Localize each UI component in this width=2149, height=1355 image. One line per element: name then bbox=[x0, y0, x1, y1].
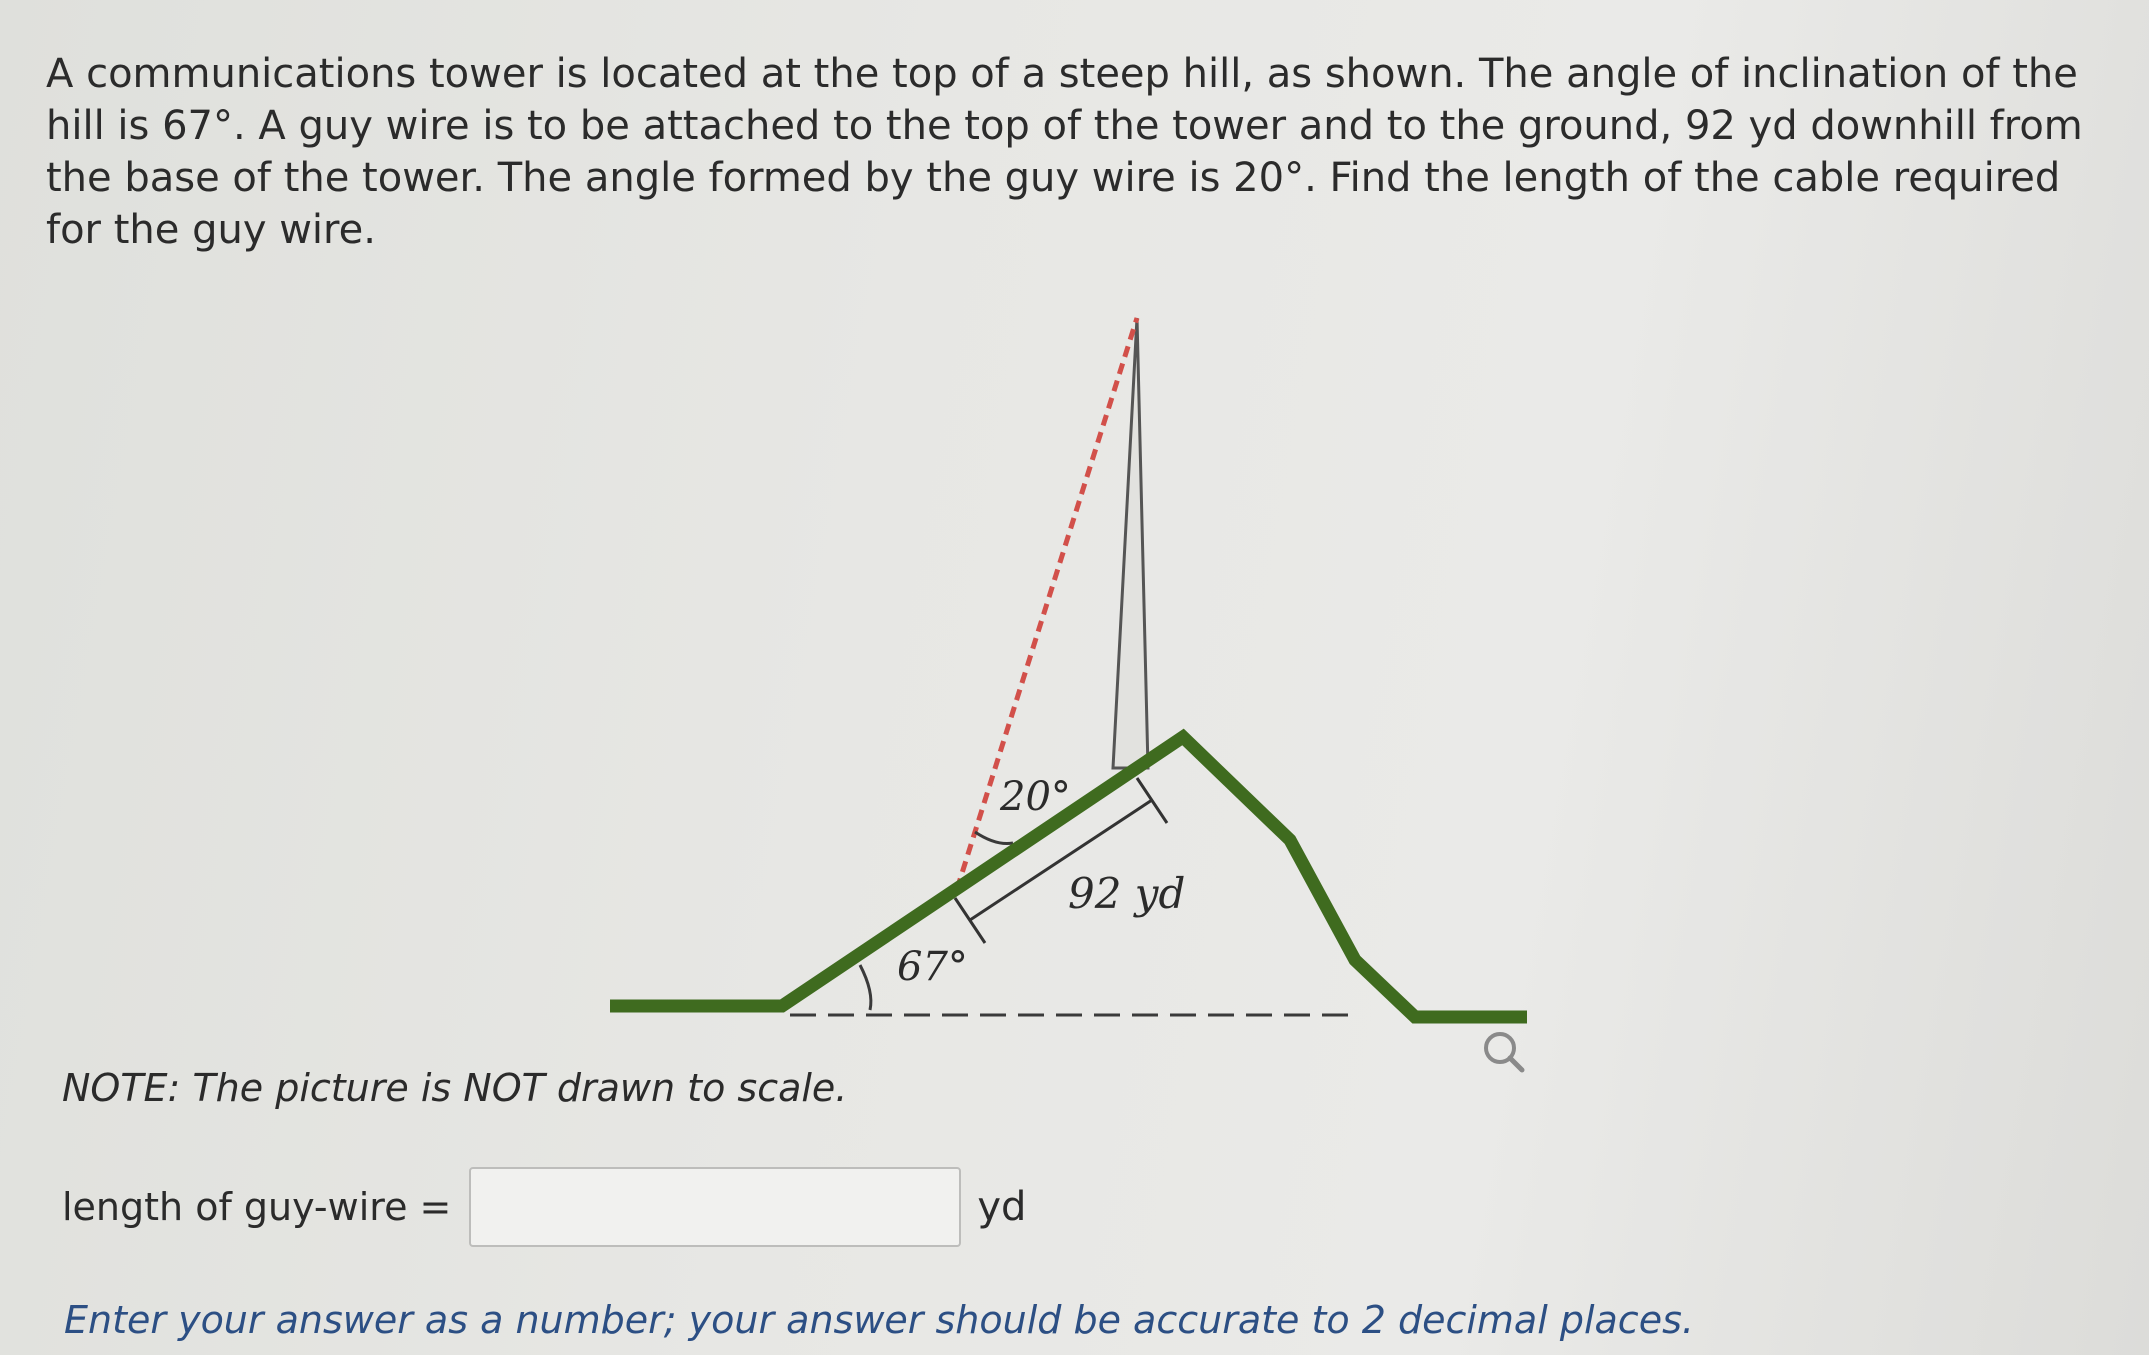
wire-angle-label: 20° bbox=[1000, 774, 1071, 820]
distance-label: 92 yd bbox=[1068, 869, 1186, 918]
wire-angle-arc bbox=[975, 832, 1013, 844]
answer-label: length of guy-wire = bbox=[62, 1185, 452, 1229]
question-text: A communications tower is located at the top of a steep hill, as shown. The angle of inclination of the hill is 67°. A guy wire is to be attached to the top of the tower and to the ground, 92 yd downhill from the base of the tower. The angle formed by the guy wire is 20°. Find the length of the cable required for the guy wire. bbox=[46, 51, 2083, 253]
distance-tick-right bbox=[1137, 778, 1167, 823]
guy-wire-length-input[interactable] bbox=[469, 1167, 961, 1247]
distance-tick-left bbox=[955, 898, 985, 943]
answer-unit: yd bbox=[977, 1184, 1027, 1230]
scale-note: NOTE: The picture is NOT drawn to scale. bbox=[62, 1066, 848, 1110]
hill-angle-label: 67° bbox=[897, 944, 968, 990]
magnifier-icon[interactable] bbox=[1486, 1034, 1522, 1070]
hill-angle-arc bbox=[860, 965, 871, 1010]
answer-row bbox=[62, 1163, 1026, 1251]
answer-format-hint: Enter your answer as a number; your answer should be accurate to 2 decimal places. bbox=[64, 1298, 1694, 1342]
